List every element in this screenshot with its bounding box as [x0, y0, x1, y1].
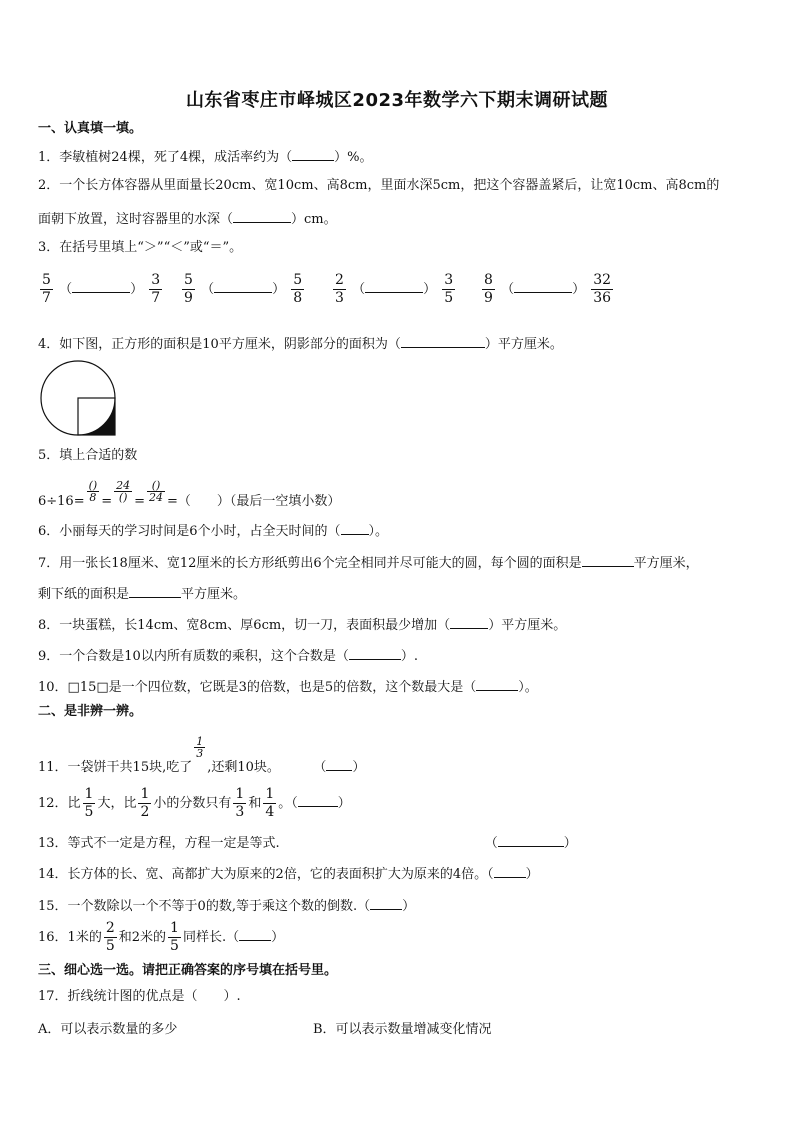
q5-fraction-3[interactable]: $\frac{()}{24}$ — [149, 479, 164, 504]
q12-text-2: 大，比 — [97, 796, 137, 811]
section-2-heading: 二、是非辨一辨。 — [38, 704, 143, 719]
question-9 — [38, 645, 418, 666]
q12-text-3: 小的分数只有 — [153, 796, 232, 811]
q6-text: 6．小丽每天的学习时间是6个小时，占全天时间的（ — [38, 524, 341, 539]
q9-text-end: ）. — [400, 649, 418, 664]
q5-tail: =（ ）（最后一空填小数） — [167, 494, 341, 509]
q11-text-end: ,还剩10块。 — [207, 760, 280, 775]
comparison-2: $\frac{5}{9}$ （ ） $\frac{5}{8}$ — [184, 272, 303, 306]
q8-answer-blank[interactable] — [450, 614, 488, 629]
question-16 — [38, 920, 284, 955]
question-6 — [38, 520, 388, 541]
q15-text: 15．一个数除以一个不等于0的数,等于乘这个数的倒数.（ — [38, 899, 371, 914]
fraction-right: $\frac{3}{7}$ — [151, 272, 161, 306]
q12-fraction-1: $\frac{1}{5}$ — [84, 786, 94, 820]
q4-text-end: ）平方厘米。 — [484, 337, 563, 352]
question-8 — [38, 614, 566, 635]
q2-text: 面朝下放置，这时容器里的水深（ — [38, 212, 234, 227]
q4-answer-blank[interactable] — [401, 333, 485, 348]
q12-text-end: ） — [337, 796, 351, 811]
q6-text-end: ）。 — [368, 524, 389, 539]
question-5-equation: 6÷16= $\frac{()}{8}$ = $\frac{24}{()}$ = $\frac{()}{24}$ =（ ）（最后一空填小数） — [38, 479, 341, 509]
q7-text-end: 平方厘米。 — [181, 587, 247, 602]
question-3: 3．在括号里填上“＞”“＜”或“＝”。 — [38, 240, 243, 255]
question-7-line1 — [38, 552, 699, 573]
question-15 — [38, 895, 415, 916]
q12-fraction-2: $\frac{1}{2}$ — [140, 786, 150, 820]
comparison-2-blank[interactable] — [214, 278, 272, 293]
q9-answer-blank[interactable] — [349, 645, 401, 660]
question-10 — [38, 676, 538, 697]
q8-text-end: ）平方厘米。 — [488, 618, 567, 633]
q6-answer-blank[interactable] — [341, 520, 369, 535]
q16-answer-blank[interactable] — [239, 926, 271, 941]
q7-text-2: 剩下纸的面积是 — [38, 587, 130, 602]
q12-fraction-4: $\frac{1}{4}$ — [265, 786, 275, 820]
question-2-line2 — [38, 208, 337, 229]
question-5: 5．填上合适的数 — [38, 448, 138, 463]
question-14 — [38, 863, 539, 884]
q12-text-4: 和 — [248, 796, 262, 811]
q14-text-end: ） — [525, 867, 539, 882]
q12-text-1: 12．比 — [38, 796, 81, 811]
q12-text-5: 。（ — [278, 796, 298, 811]
question-7-line2 — [38, 583, 246, 604]
q9-text: 9．一个合数是10以内所有质数的乘积，这个合数是（ — [38, 649, 349, 664]
comparison-1: $\frac{5}{7}$ （ ） $\frac{3}{7}$ — [42, 272, 161, 306]
q2-answer-blank[interactable] — [233, 208, 291, 223]
question-13: 13．等式不一定是方程，方程一定是等式. （ ） — [38, 832, 577, 853]
q16-text-1: 16．1米的 — [38, 930, 102, 945]
q13-answer-blank[interactable] — [498, 832, 564, 847]
q7-answer-blank-1[interactable] — [582, 552, 634, 567]
q2-text-end: ）cm。 — [291, 212, 337, 227]
q11-fraction: $\frac{1}{3}$ — [196, 735, 204, 760]
q14-answer-blank[interactable] — [494, 863, 526, 878]
fraction-right: $\frac{5}{8}$ — [293, 272, 303, 306]
q12-answer-blank[interactable] — [298, 792, 338, 807]
question-17: 17．折线统计图的优点是（ ）. — [38, 989, 241, 1004]
comparison-1-blank[interactable] — [72, 278, 130, 293]
q10-answer-blank[interactable] — [476, 676, 518, 691]
q16-text-2: 和2米的 — [118, 930, 167, 945]
fraction-left: $\frac{8}{9}$ — [484, 272, 493, 306]
q1-text-end: ）%。 — [334, 150, 373, 165]
q10-text-end: ）。 — [518, 680, 538, 695]
q5-fraction-1[interactable]: $\frac{()}{8}$ — [88, 479, 98, 504]
q8-text: 8．一块蛋糕，长14cm、宽8cm、厚6cm，切一刀，表面积最少增加（ — [38, 618, 451, 633]
comparison-4-blank[interactable] — [514, 278, 572, 293]
question-2-line1: 2．一个长方体容器从里面量长20cm、宽10cm、高8cm，里面水深5cm，把这个容器盖紧后，让宽10cm、高8cm的 — [38, 178, 720, 193]
fraction-left: $\frac{2}{3}$ — [335, 272, 344, 306]
q17-option-b[interactable]: B．可以表示数量增减变化情况 — [313, 1022, 492, 1037]
circle-square-figure — [40, 360, 120, 440]
q16-text-3: 同样长.（ — [182, 930, 240, 945]
question-4 — [38, 333, 563, 354]
q11-answer-blank[interactable] — [326, 756, 352, 771]
q15-answer-blank[interactable] — [370, 895, 402, 910]
q1-answer-blank[interactable] — [292, 146, 334, 161]
q13-text: 13．等式不一定是方程，方程一定是等式. — [38, 836, 280, 851]
q16-text-end: ） — [271, 930, 285, 945]
fraction-left: $\frac{5}{9}$ — [184, 272, 193, 306]
section-1-heading: 一、认真填一填。 — [38, 121, 143, 136]
q14-text: 14．长方体的长、宽、高都扩大为原来的2倍，它的表面积扩大为原来的4倍。（ — [38, 867, 494, 882]
q1-text: 1．李敏植树24棵，死了4棵，成活率约为（ — [38, 150, 293, 165]
q16-fraction-2: $\frac{1}{5}$ — [170, 920, 179, 954]
q7-text: 7．用一张长18厘米、宽12厘米的长方形纸剪出6个完全相同并尽可能大的圆，每个圆的面积是 — [38, 556, 582, 571]
comparison-3-blank[interactable] — [365, 278, 423, 293]
fraction-left: $\frac{5}{7}$ — [42, 272, 51, 306]
q12-fraction-3: $\frac{1}{3}$ — [235, 786, 245, 820]
q7-text-mid: 平方厘米， — [633, 556, 699, 571]
q15-text-end: ） — [402, 899, 416, 914]
q11-text: 11．一袋饼干共15块,吃了 — [38, 760, 193, 775]
question-1 — [38, 146, 372, 167]
q7-answer-blank-2[interactable] — [129, 583, 181, 598]
q16-fraction-1: $\frac{2}{5}$ — [105, 920, 115, 954]
question-12 — [38, 786, 351, 821]
comparison-3: $\frac{2}{3}$ （ ） $\frac{3}{5}$ — [335, 272, 454, 306]
q5-fraction-2[interactable]: $\frac{24}{()}$ — [116, 479, 131, 504]
fraction-right: $\frac{3}{5}$ — [444, 272, 454, 306]
section-3-heading: 三、细心选一选。请把正确答案的序号填在括号里。 — [38, 963, 338, 978]
question-11: 11．一袋饼干共15块,吃了 $\frac{1}{3}$ ,还剩10块。 （ ） — [38, 735, 366, 775]
q17-option-a[interactable]: A．可以表示数量的多少 — [38, 1022, 178, 1037]
fraction-right: $\frac{32}{36}$ — [593, 272, 612, 306]
comparison-4: $\frac{8}{9}$ （ ） $\frac{32}{36}$ — [484, 272, 612, 306]
page-title: 山东省枣庄市峄城区2023年数学六下期末调研试题 — [185, 90, 609, 111]
q5-prefix: 6÷16= — [38, 494, 85, 509]
q10-text: 10．□15□是一个四位数，它既是3的倍数，也是5的倍数，这个数最大是（ — [38, 680, 477, 695]
q4-text: 4．如下图，正方形的面积是10平方厘米，阴影部分的面积为（ — [38, 337, 401, 352]
